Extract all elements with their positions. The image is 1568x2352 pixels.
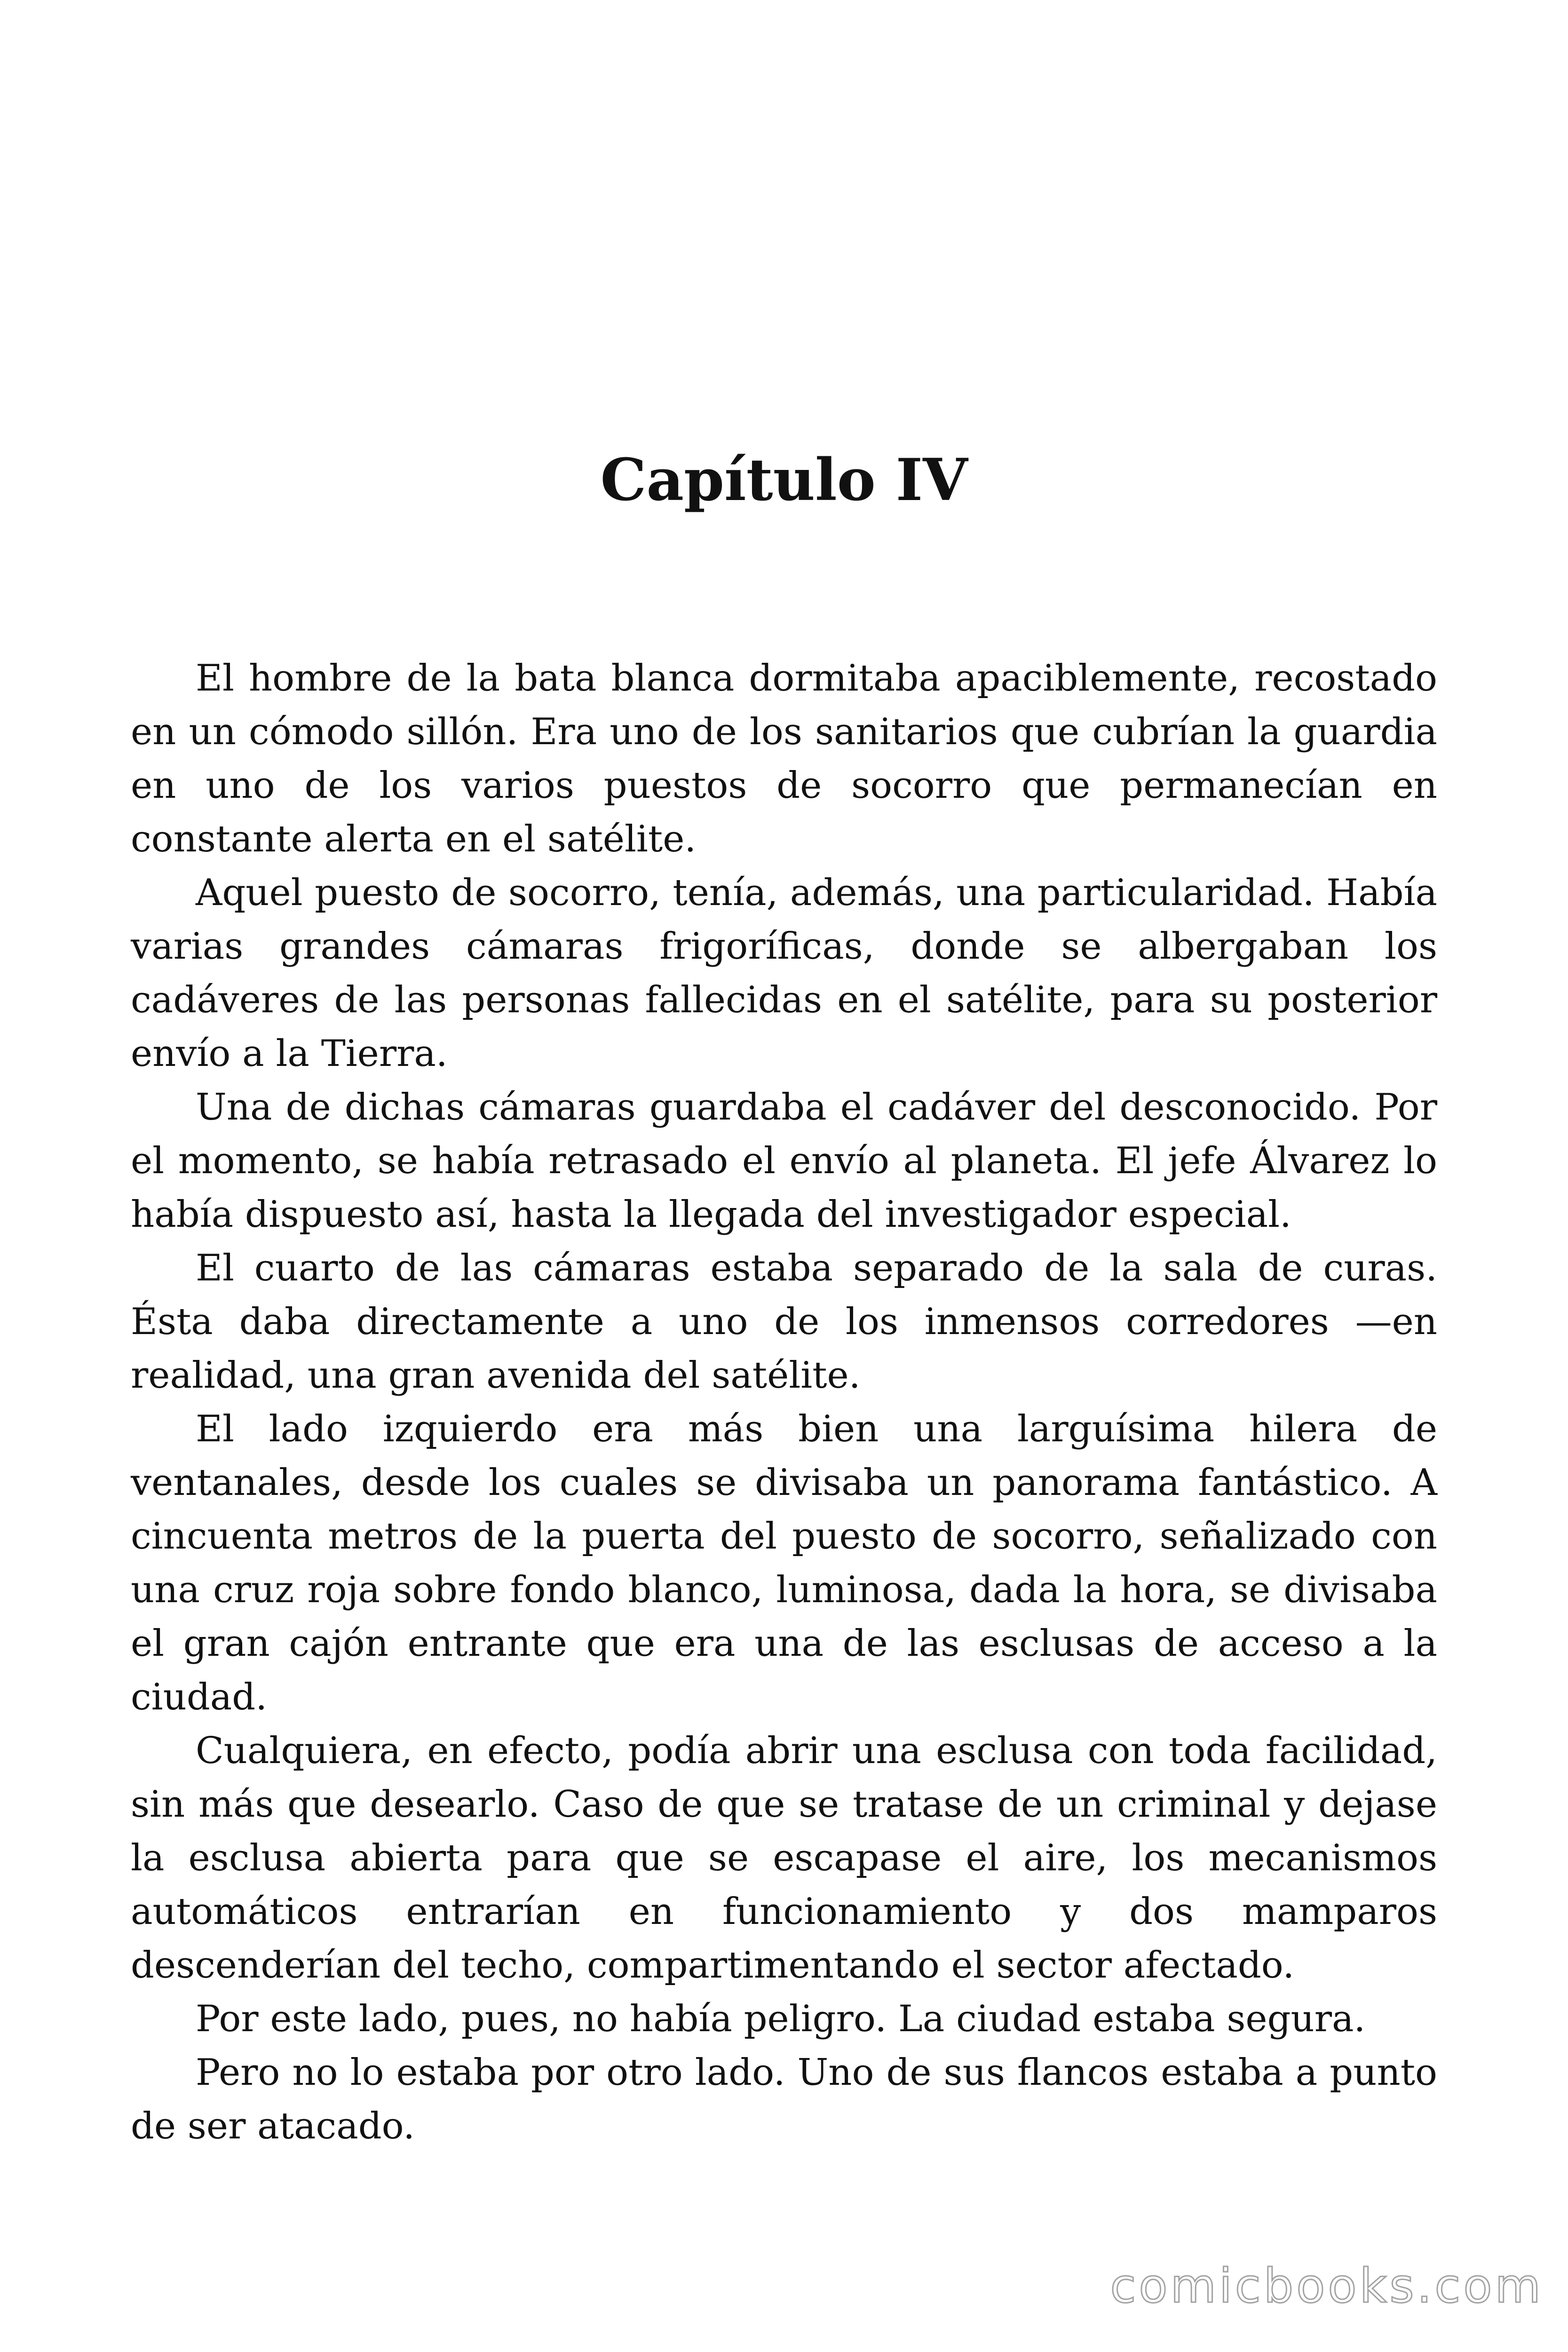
paragraph: Pero no lo estaba por otro lado. Uno de sus flancos estaba a punto de ser atacado. [131, 2051, 1437, 2147]
paragraph: El hombre de la bata blanca dormitaba apaciblemente, recostado en un cómodo sillón. Era uno de los sanitarios que cubrían la guardia en uno de los varios puestos de socorro que permanecían en constante alerta en el satélite. [131, 657, 1437, 860]
watermark: comicbooks.com [1110, 2258, 1544, 2313]
paragraph: Una de dichas cámaras guardaba el cadáver del desconocido. Por el momento, se había retrasado el envío al planeta. El jefe Álvarez lo había dispuesto así, hasta la llegada del investigador especial. [131, 1086, 1437, 1236]
paragraph: Aquel puesto de socorro, tenía, además, una particularidad. Había varias grandes cámaras frigoríficas, donde se albergaban los cadáveres de las personas fallecidas en el satélite, para su posterior envío a la Tierra. [131, 872, 1437, 1075]
paragraph: El cuarto de las cámaras estaba separado de la sala de curas. Ésta daba directamente a uno de los inmensos corredores —en realidad, una gran avenida del satélite. [131, 1247, 1437, 1397]
chapter-body [131, 652, 1437, 2153]
chapter-title: Capítulo IV [600, 446, 968, 514]
paragraph: Por este lado, pues, no había peligro. La ciudad estaba segura. [196, 1998, 1366, 2040]
paragraph: El lado izquierdo era más bien una larguísima hilera de ventanales, desde los cuales se divisaba un panorama fantástico. A cincuenta metros de la puerta del puesto de socorro, señalizado con una cruz roja sobre fondo blanco, luminosa, dada la hora, se divisaba el gran cajón entrante que era una de las esclusas de acceso a la ciudad. [131, 1408, 1437, 1718]
paragraph: Cualquiera, en efecto, podía abrir una esclusa con toda facilidad, sin más que desearlo. Caso de que se tratase de un criminal y dejase la esclusa abierta para que se escapase el aire, los mecanismos automáticos entrarían en funcionamiento y dos mamparos descenderían del techo, compartimentando el sector afectado. [131, 1730, 1437, 1986]
